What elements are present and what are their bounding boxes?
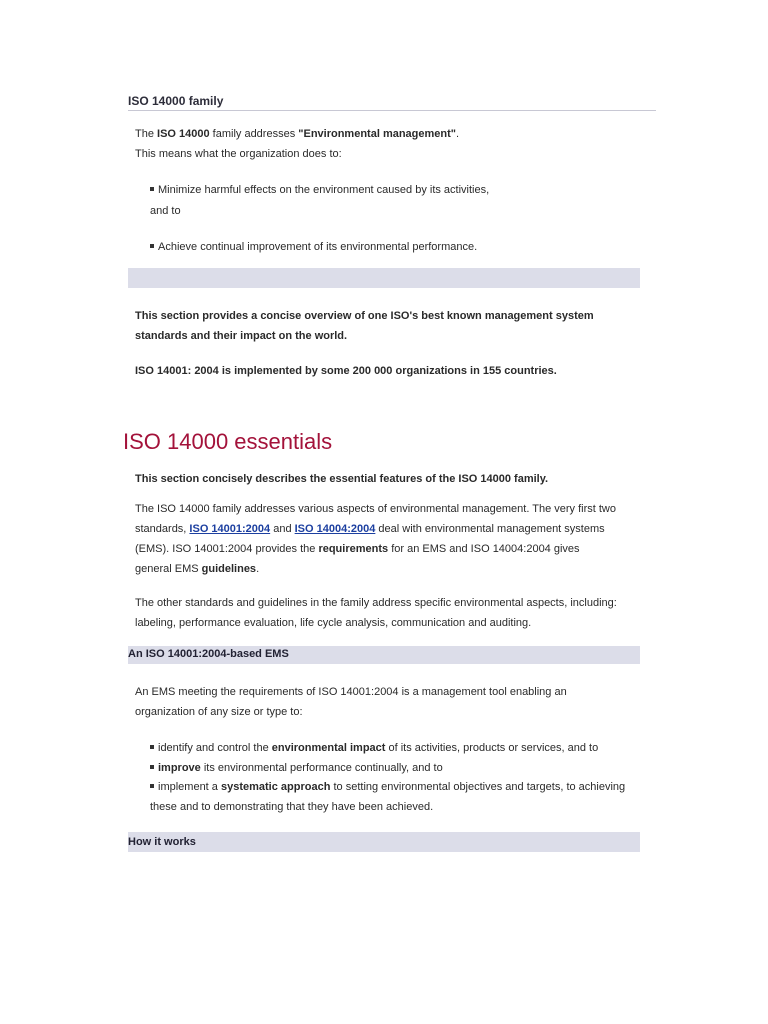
how-it-works-band xyxy=(128,832,640,852)
ems-bullet-2 xyxy=(150,761,443,775)
family-bullet-1 xyxy=(150,183,489,197)
bullet-bold: environmental impact xyxy=(271,742,386,754)
essentials-p2-line-2: labeling, performance evaluation, life cycle analysis, communication and auditing. xyxy=(135,617,532,629)
ems-band-label: An ISO 14001:2004-based EMS xyxy=(128,648,289,660)
bullet-text: Minimize harmful effects on the environment caused by its activities, xyxy=(158,184,490,196)
ems-intro-line-1: An EMS meeting the requirements of ISO 14001:2004 is a management tool enabling an xyxy=(135,686,567,698)
bullet-marker xyxy=(150,244,154,248)
essentials-p1-line-1: The ISO 14000 family addresses various aspects of environmental management. The very first two xyxy=(135,503,616,515)
essentials-p1-line-2 xyxy=(135,522,605,536)
family-intro xyxy=(135,127,459,141)
bullet-marker xyxy=(150,745,154,749)
bullet-text: identify and control the xyxy=(158,742,272,754)
empty-section-band xyxy=(128,268,640,288)
bullet-text: to setting environmental objectives and targets, to achieving xyxy=(330,781,626,793)
ems-section-band xyxy=(128,646,640,664)
family-bullet-2 xyxy=(150,240,477,254)
bullet-bold: improve xyxy=(158,762,201,774)
p1-text: (EMS). ISO 14001:2004 provides the xyxy=(135,543,319,555)
intro-bold-env: "Environmental management" xyxy=(298,128,457,140)
ems-bullet-3-continued: these and to demonstrating that they have been achieved. xyxy=(150,801,434,813)
overview-line-1: This section provides a concise overview of one ISO's best known management system xyxy=(135,310,594,322)
heading-divider xyxy=(128,110,656,111)
bullet-text: its environmental performance continually, and to xyxy=(200,762,443,774)
p1-text: . xyxy=(256,563,260,575)
ems-bullet-1 xyxy=(150,741,598,755)
ems-intro-line-2: organization of any size or type to: xyxy=(135,706,303,718)
bullet-text: of its activities, products or services, and to xyxy=(385,742,599,754)
essentials-p2-line-1: The other standards and guidelines in the family address specific environmental aspects, including: xyxy=(135,597,617,609)
p1-text: standards, xyxy=(135,523,190,535)
p1-text: deal with environmental management systems xyxy=(375,523,605,535)
intro-text: family addresses xyxy=(209,128,299,140)
p1-bold-requirements: requirements xyxy=(318,543,389,555)
overview-stat: ISO 14001: 2004 is implemented by some 200 000 organizations in 155 countries. xyxy=(135,365,557,377)
p1-text: and xyxy=(270,523,295,535)
p1-text: general EMS xyxy=(135,563,202,575)
family-and-to: and to xyxy=(150,205,181,217)
section-heading-family: ISO 14000 family xyxy=(128,94,224,108)
section-heading-essentials: ISO 14000 essentials xyxy=(123,429,333,454)
p1-bold-guidelines: guidelines xyxy=(201,563,257,575)
overview-line-2: standards and their impact on the world. xyxy=(135,330,348,342)
intro-text: The xyxy=(135,128,158,140)
essentials-summary: This section concisely describes the essential features of the ISO 14000 family. xyxy=(135,473,549,485)
ems-bullet-3 xyxy=(150,780,625,794)
bullet-marker xyxy=(150,765,154,769)
bullet-bold: systematic approach xyxy=(220,781,331,793)
intro-text: . xyxy=(456,128,460,140)
how-it-works-label: How it works xyxy=(128,836,196,848)
iso-14001-link[interactable]: ISO 14001:2004 xyxy=(189,523,271,535)
bullet-marker xyxy=(150,187,154,191)
family-means: This means what the organization does to: xyxy=(135,148,342,160)
iso-14004-link[interactable]: ISO 14004:2004 xyxy=(294,523,376,535)
essentials-p1-line-3 xyxy=(135,542,580,556)
intro-bold-iso: ISO 14000 xyxy=(157,128,210,140)
bullet-text: implement a xyxy=(158,781,221,793)
bullet-marker xyxy=(150,784,154,788)
essentials-p1-line-4 xyxy=(135,562,259,576)
bullet-text: Achieve continual improvement of its environmental performance. xyxy=(158,241,478,253)
p1-text: for an EMS and ISO 14004:2004 gives xyxy=(388,543,580,555)
